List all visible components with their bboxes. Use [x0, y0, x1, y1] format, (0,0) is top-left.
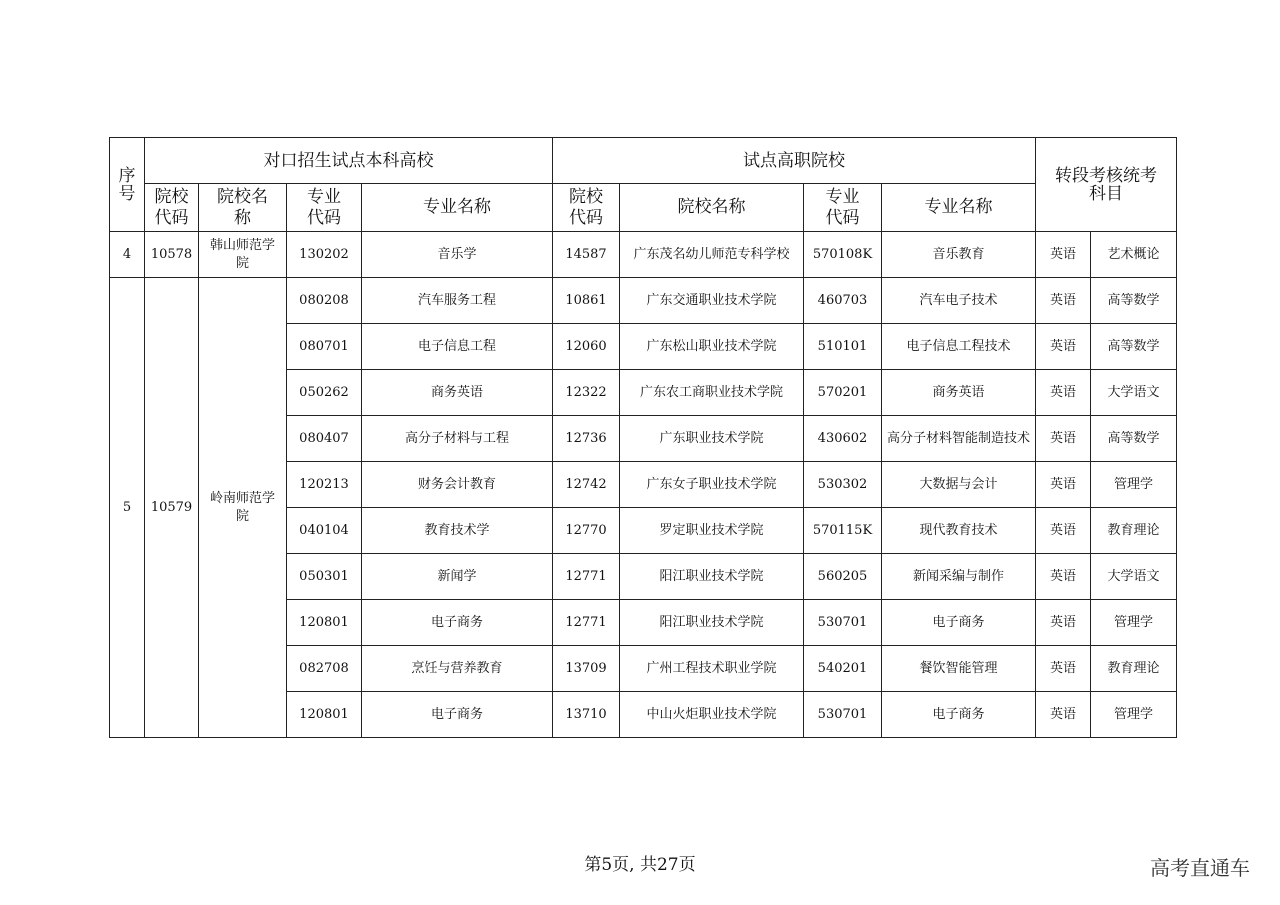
vocational-code-cell: 12770: [553, 508, 620, 554]
vocational-major-code-cell: 570108K: [804, 232, 882, 278]
header-major-name: 专业名称: [362, 184, 553, 232]
header-seq: 序号: [110, 138, 145, 232]
exam-subject-1-cell: 英语: [1036, 600, 1091, 646]
exam-subject-2-cell: 教育理论: [1091, 646, 1177, 692]
vocational-major-name-cell: 汽车电子技术: [882, 278, 1036, 324]
exam-subject-1-cell: 英语: [1036, 370, 1091, 416]
vocational-major-code-cell: 560205: [804, 554, 882, 600]
vocational-major-code-cell: 430602: [804, 416, 882, 462]
vocational-code-cell: 13710: [553, 692, 620, 738]
header-row-1: [110, 138, 1177, 184]
exam-subject-1-cell: 英语: [1036, 646, 1091, 692]
university-name-cell: 韩山师范学院: [199, 232, 287, 278]
vocational-code-cell: 10861: [553, 278, 620, 324]
vocational-name-cell: 广东女子职业技术学院: [620, 462, 804, 508]
vocational-name-cell: 阳江职业技术学院: [620, 600, 804, 646]
header-voc-major-code: 专业代码: [804, 184, 882, 232]
vocational-code-cell: 12736: [553, 416, 620, 462]
major-code-cell: 040104: [287, 508, 362, 554]
vocational-name-cell: 广州工程技术职业学院: [620, 646, 804, 692]
exam-subject-2-cell: 大学语文: [1091, 370, 1177, 416]
seq-cell: 4: [110, 232, 145, 278]
exam-subject-1-cell: 英语: [1036, 232, 1091, 278]
vocational-major-name-cell: 商务英语: [882, 370, 1036, 416]
major-name-cell: 财务会计教育: [362, 462, 553, 508]
major-name-cell: 电子信息工程: [362, 324, 553, 370]
watermark: 高考直通车: [1150, 856, 1250, 880]
vocational-major-code-cell: 530701: [804, 600, 882, 646]
vocational-major-name-cell: 餐饮智能管理: [882, 646, 1036, 692]
vocational-name-cell: 罗定职业技术学院: [620, 508, 804, 554]
header-exam-subjects: 转段考核统考科目: [1036, 138, 1177, 232]
major-code-cell: 082708: [287, 646, 362, 692]
vocational-code-cell: 12771: [553, 554, 620, 600]
enrollment-table: [109, 137, 1177, 738]
major-code-cell: 050262: [287, 370, 362, 416]
vocational-code-cell: 12060: [553, 324, 620, 370]
header-voc-school-name: 院校名称: [620, 184, 804, 232]
header-row-2: [110, 184, 1177, 232]
major-name-cell: 烹饪与营养教育: [362, 646, 553, 692]
table-body: [110, 232, 1177, 738]
seq-cell: 5: [110, 278, 145, 738]
major-code-cell: 050301: [287, 554, 362, 600]
major-name-cell: 电子商务: [362, 692, 553, 738]
vocational-major-code-cell: 570201: [804, 370, 882, 416]
vocational-major-code-cell: 460703: [804, 278, 882, 324]
exam-subject-2-cell: 高等数学: [1091, 324, 1177, 370]
vocational-code-cell: 13709: [553, 646, 620, 692]
major-code-cell: 120801: [287, 692, 362, 738]
vocational-code-cell: 12742: [553, 462, 620, 508]
vocational-major-name-cell: 电子商务: [882, 600, 1036, 646]
university-code-cell: 10579: [145, 278, 199, 738]
exam-subject-2-cell: 管理学: [1091, 462, 1177, 508]
vocational-name-cell: 广东交通职业技术学院: [620, 278, 804, 324]
exam-subject-1-cell: 英语: [1036, 692, 1091, 738]
exam-subject-2-cell: 管理学: [1091, 692, 1177, 738]
major-name-cell: 电子商务: [362, 600, 553, 646]
university-code-cell: 10578: [145, 232, 199, 278]
university-name-cell: 岭南师范学院: [199, 278, 287, 738]
vocational-major-name-cell: 新闻采编与制作: [882, 554, 1036, 600]
header-school-name: 院校名称: [199, 184, 287, 232]
major-name-cell: 商务英语: [362, 370, 553, 416]
exam-subject-2-cell: 教育理论: [1091, 508, 1177, 554]
vocational-major-code-cell: 540201: [804, 646, 882, 692]
exam-subject-2-cell: 高等数学: [1091, 278, 1177, 324]
major-code-cell: 130202: [287, 232, 362, 278]
exam-subject-1-cell: 英语: [1036, 462, 1091, 508]
exam-subject-1-cell: 英语: [1036, 554, 1091, 600]
header-school-code: 院校代码: [145, 184, 199, 232]
vocational-name-cell: 广东职业技术学院: [620, 416, 804, 462]
header-voc-school-code: 院校代码: [553, 184, 620, 232]
vocational-name-cell: 广东松山职业技术学院: [620, 324, 804, 370]
vocational-major-name-cell: 电子信息工程技术: [882, 324, 1036, 370]
major-code-cell: 080701: [287, 324, 362, 370]
vocational-major-name-cell: 高分子材料智能制造技术: [882, 416, 1036, 462]
major-name-cell: 教育技术学: [362, 508, 553, 554]
major-code-cell: 080208: [287, 278, 362, 324]
vocational-code-cell: 14587: [553, 232, 620, 278]
vocational-major-name-cell: 电子商务: [882, 692, 1036, 738]
exam-subject-2-cell: 艺术概论: [1091, 232, 1177, 278]
header-major-code: 专业代码: [287, 184, 362, 232]
exam-subject-2-cell: 大学语文: [1091, 554, 1177, 600]
header-voc-major-name: 专业名称: [882, 184, 1036, 232]
exam-subject-1-cell: 英语: [1036, 416, 1091, 462]
exam-subject-2-cell: 管理学: [1091, 600, 1177, 646]
vocational-major-code-cell: 530302: [804, 462, 882, 508]
vocational-major-name-cell: 现代教育技术: [882, 508, 1036, 554]
vocational-name-cell: 中山火炬职业技术学院: [620, 692, 804, 738]
major-name-cell: 高分子材料与工程: [362, 416, 553, 462]
vocational-name-cell: 广东农工商职业技术学院: [620, 370, 804, 416]
header-bachelor-group: 对口招生试点本科高校: [145, 138, 553, 184]
vocational-major-name-cell: 大数据与会计: [882, 462, 1036, 508]
vocational-code-cell: 12322: [553, 370, 620, 416]
major-name-cell: 音乐学: [362, 232, 553, 278]
vocational-major-code-cell: 510101: [804, 324, 882, 370]
vocational-code-cell: 12771: [553, 600, 620, 646]
exam-subject-1-cell: 英语: [1036, 278, 1091, 324]
exam-subject-1-cell: 英语: [1036, 324, 1091, 370]
table-row: [110, 278, 1177, 324]
major-code-cell: 120801: [287, 600, 362, 646]
major-code-cell: 080407: [287, 416, 362, 462]
vocational-name-cell: 广东茂名幼儿师范专科学校: [620, 232, 804, 278]
exam-subject-1-cell: 英语: [1036, 508, 1091, 554]
vocational-major-code-cell: 530701: [804, 692, 882, 738]
header-vocational-group: 试点高职院校: [553, 138, 1036, 184]
vocational-major-name-cell: 音乐教育: [882, 232, 1036, 278]
major-code-cell: 120213: [287, 462, 362, 508]
exam-subject-2-cell: 高等数学: [1091, 416, 1177, 462]
table-row: [110, 232, 1177, 278]
vocational-name-cell: 阳江职业技术学院: [620, 554, 804, 600]
major-name-cell: 汽车服务工程: [362, 278, 553, 324]
vocational-major-code-cell: 570115K: [804, 508, 882, 554]
major-name-cell: 新闻学: [362, 554, 553, 600]
page-number: 第5页, 共27页: [584, 855, 696, 875]
